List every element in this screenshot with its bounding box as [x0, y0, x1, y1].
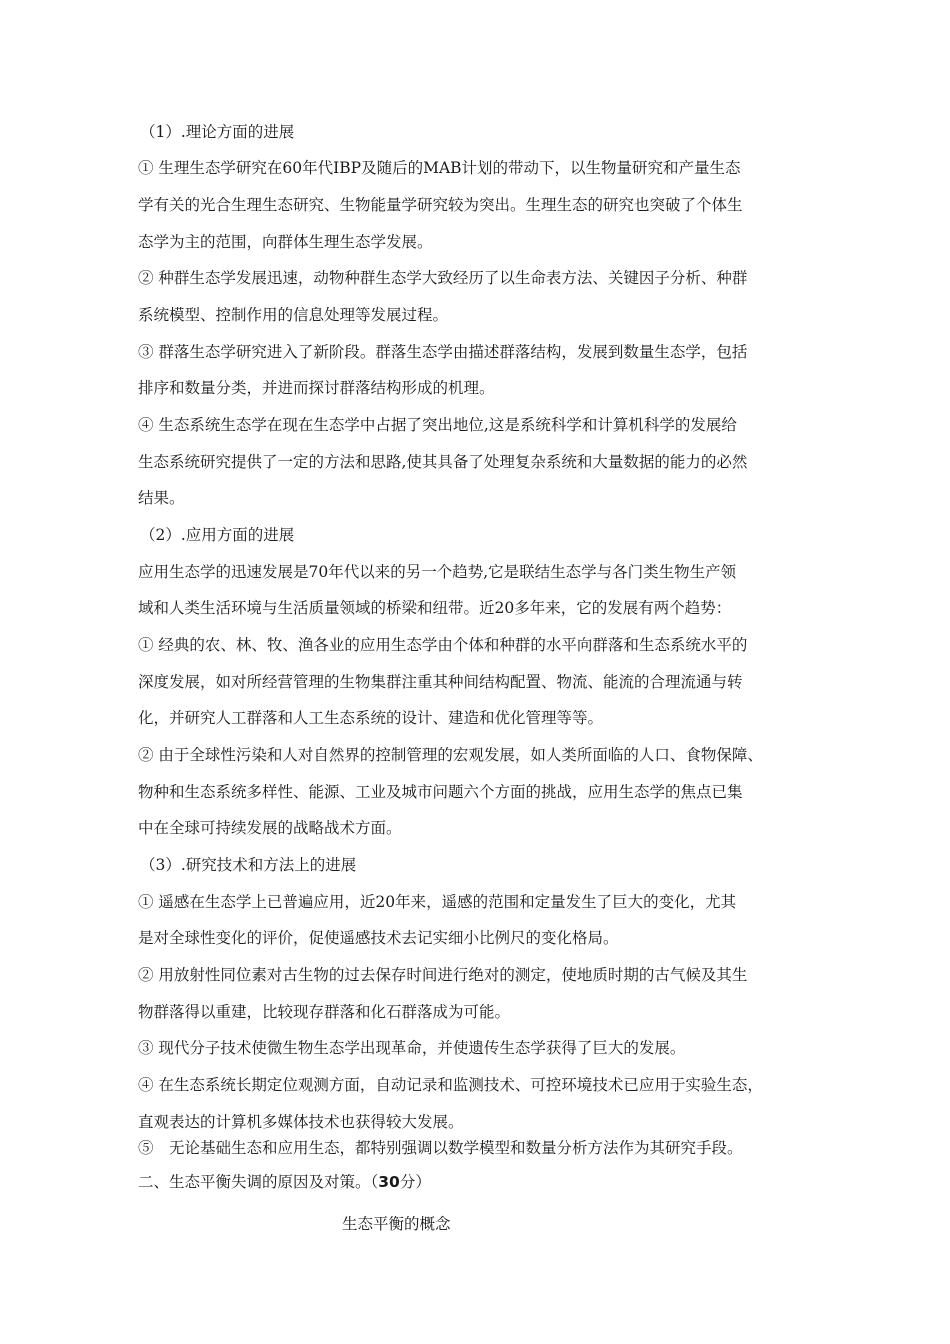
paragraph-line: 学有关的光合生理生态研究、生物能量学研究较为突出。生理生态的研究也突破了个体生 [138, 196, 743, 214]
paragraph-line: 深度发展，如对所经营管理的生物集群注重其种间结构配置、物流、能流的合理流通与转 [138, 673, 743, 691]
paragraph-line: 应用生态学的迅速发展是70年代以来的另一个趋势,它是联结生态学与各门类生物生产领 [138, 563, 737, 581]
paragraph-line: ② 由于全球性污染和人对自然界的控制管理的宏观发展，如人类所面临的人口、食物保障、 [138, 746, 763, 764]
paragraph-line: 化，并研究人工群落和人工生态系统的设计、建造和优化管理等等。 [138, 709, 604, 727]
section-3-heading: （3）.研究技术和方法上的进展 [140, 856, 357, 874]
section-2-heading: （2）.应用方面的进展 [140, 526, 295, 544]
paragraph-line: 排序和数量分类，并进而探讨群落结构形成的机理。 [138, 379, 495, 397]
paragraph-line: ③ 现代分子技术使微生物生态学出现革命，并使遗传生态学获得了巨大的发展。 [138, 1039, 686, 1057]
paragraph-line: 物种和生态系统多样性、能源、工业及城市问题六个方面的挑战，应用生态学的焦点已集 [138, 783, 743, 801]
paragraph-line: ③ 群落生态学研究进入了新阶段。群落生态学由描述群落结构，发展到数量生态学，包括 [138, 343, 748, 361]
paragraph-line: 域和人类生活环境与生活质量领域的桥梁和纽带。近20多年来，它的发展有两个趋势： [138, 599, 732, 617]
paragraph-line: 态学为主的范围，向群体生理生态学发展。 [138, 233, 433, 251]
subheading: 生态平衡的概念 [342, 1215, 451, 1233]
paragraph-line: 生态系统研究提供了一定的方法和思路,使其具备了处理复杂系统和大量数据的能力的必然 [138, 453, 748, 471]
paragraph-line: 系统模型、控制作用的信息处理等发展过程。 [138, 306, 449, 324]
paragraph-line: 是对全球性变化的评价，促使遥感技术去记实细小比例尺的变化格局。 [138, 929, 619, 947]
paragraph-line: ② 种群生态学发展迅速，动物种群生态学大致经历了以生命表方法、关键因子分析、种群 [138, 269, 748, 287]
paragraph-line: 中在全球可持续发展的战略战术方面。 [138, 819, 402, 837]
paragraph-line: ② 用放射性同位素对古生物的过去保存时间进行绝对的测定，使地质时期的古气候及其生 [138, 966, 748, 984]
section-2-title [138, 1172, 838, 1192]
paragraph-line: 物群落得以重建，比较现存群落和化石群落成为可能。 [138, 1003, 511, 1021]
paragraph-line: 直观表达的计算机多媒体技术也获得较大发展。 [138, 1113, 464, 1131]
paragraph-line: ① 经典的农、林、牧、渔各业的应用生态学由个体和种群的水平向群落和生态系统水平的 [138, 636, 748, 654]
section-1-heading: （1）.理论方面的进展 [140, 123, 295, 141]
paragraph-line: ④ 生态系统生态学在现在生态学中占据了突出地位,这是系统科学和计算机科学的发展给 [138, 416, 737, 434]
paragraph-line: ① 生理生态学研究在60年代IBP及随后的MAB计划的带动下，以生物量研究和产量生态 [138, 159, 741, 177]
paragraph-line: ④ 在生态系统长期定位观测方面，自动记录和监测技术、可控环境技术已应用于实验生态， [138, 1076, 763, 1094]
paragraph-line: ⑤ 无论基础生态和应用生态，都特别强调以数学模型和数量分析方法作为其研究手段。 [138, 1139, 743, 1157]
section-2-score-unit: 分） [399, 1173, 431, 1191]
section-2-title-text: 二、生态平衡失调的原因及对策。（ [138, 1173, 379, 1191]
paragraph-line: 结果。 [138, 489, 185, 507]
paragraph-line: ① 遥感在生态学上已普遍应用，近20年来，遥感的范围和定量发生了巨大的变化，尤其 [138, 893, 737, 911]
section-2-score: 30 [378, 1173, 400, 1191]
